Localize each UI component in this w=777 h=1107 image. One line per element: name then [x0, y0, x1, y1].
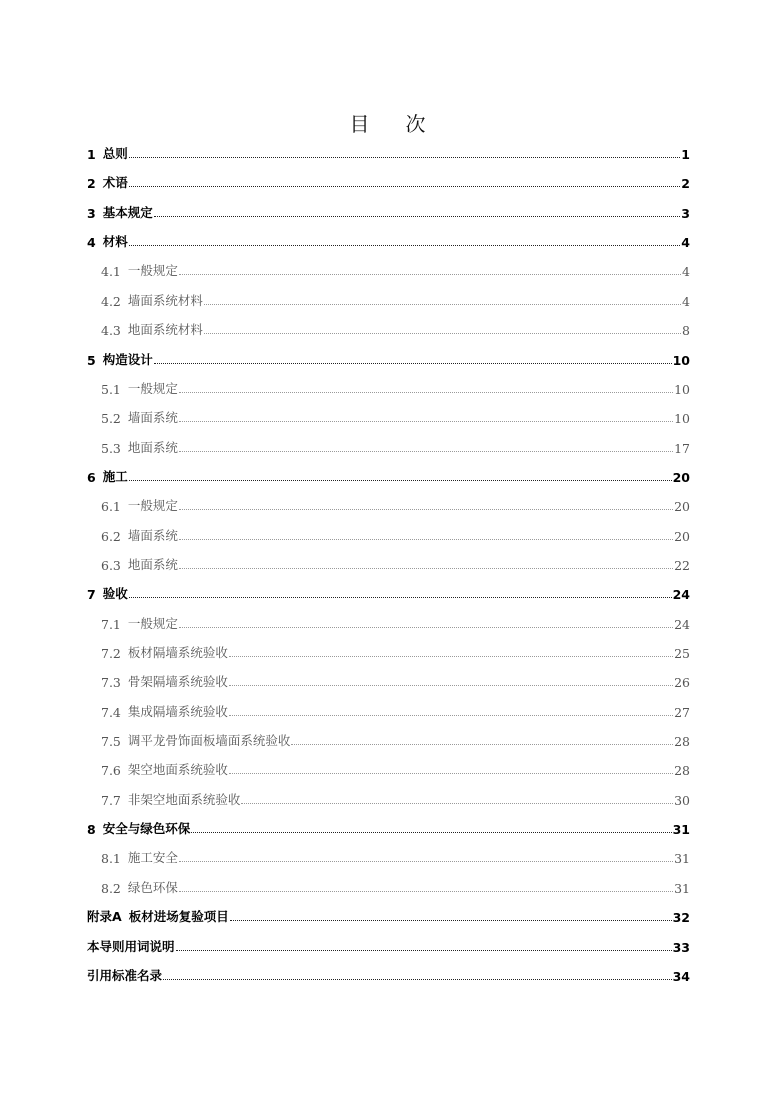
- toc-section-entry[interactable]: [101, 555, 690, 573]
- toc-chapter-entry[interactable]: [87, 937, 690, 955]
- toc-section-entry[interactable]: [101, 379, 690, 397]
- toc-page-number: 22: [674, 557, 690, 573]
- toc-entry-title: 绿色环保: [127, 879, 178, 895]
- toc-entry-number: 1: [87, 147, 96, 162]
- toc-entry-title: 一般规定: [127, 380, 178, 396]
- toc-entry-title: 墙面系统: [127, 410, 178, 426]
- toc-entry-title: 构造设计: [102, 351, 153, 367]
- toc-entry-title: 墙面系统材料: [127, 292, 203, 308]
- toc-entry-number: 7.6: [101, 763, 121, 779]
- toc-section-entry[interactable]: [101, 261, 690, 279]
- toc-section-entry[interactable]: [101, 672, 690, 690]
- toc-dot-leader: [179, 539, 673, 540]
- toc-page-number: 4: [681, 235, 690, 251]
- toc-entry-title: 验收: [102, 586, 128, 602]
- toc-section-entry[interactable]: [101, 291, 690, 309]
- toc-dot-leader: [179, 568, 673, 569]
- toc-entry-title: 地面系统: [127, 556, 178, 572]
- toc-page-number: 25: [674, 646, 690, 661]
- toc-page-number: 28: [674, 763, 690, 779]
- toc-chapter-entry[interactable]: [87, 966, 690, 984]
- toc-page-number: 24: [672, 587, 690, 603]
- toc-section-entry[interactable]: [101, 848, 690, 866]
- toc-entry-number: 5.1: [101, 381, 121, 397]
- toc-entry-number: 6.3: [101, 557, 121, 573]
- toc-page-number: 10: [674, 381, 690, 397]
- toc-dot-leader: [179, 451, 673, 452]
- toc-page-number: 20: [674, 499, 690, 515]
- toc-page-number: 4: [682, 264, 690, 280]
- toc-dot-leader: [129, 245, 681, 246]
- toc-section-entry[interactable]: [101, 731, 690, 749]
- toc-page-number: 30: [674, 792, 690, 808]
- toc-entry-title: 非架空地面系统验收: [127, 791, 241, 807]
- toc-entry-number: 7.7: [101, 792, 121, 808]
- toc-entry-number: 2: [87, 176, 96, 192]
- toc-chapter-entry[interactable]: [87, 584, 690, 602]
- toc-section-entry[interactable]: [101, 878, 690, 896]
- toc-entry-title: 板材隔墙系统验收: [127, 645, 228, 660]
- toc-dot-leader: [241, 803, 673, 804]
- toc-dot-leader: [179, 627, 673, 628]
- toc-dot-leader: [229, 773, 673, 774]
- toc-dot-leader: [176, 950, 672, 951]
- toc-page-number: 4: [682, 293, 690, 309]
- toc-entry-title: 总则: [102, 146, 128, 161]
- toc-dot-leader: [204, 333, 681, 334]
- toc-dot-leader: [179, 509, 673, 510]
- toc-entry-title: 一般规定: [127, 615, 178, 631]
- toc-entry-title: 施工安全: [127, 850, 178, 866]
- toc-entry-number: 7.4: [101, 704, 121, 720]
- toc-entry-number: 4.3: [101, 323, 121, 339]
- toc-dot-leader: [229, 685, 673, 686]
- toc-section-entry[interactable]: [101, 643, 690, 661]
- toc-entry-title: 骨架隔墙系统验收: [127, 674, 228, 690]
- toc-chapter-entry[interactable]: [87, 907, 690, 925]
- toc-entry-number: 8: [87, 822, 96, 838]
- toc-entry-number: 7: [87, 587, 96, 603]
- toc-section-entry[interactable]: [101, 790, 690, 808]
- toc-dot-leader: [179, 392, 673, 393]
- toc-dot-leader: [229, 715, 673, 716]
- toc-title-right: 次: [405, 112, 428, 136]
- toc-chapter-entry[interactable]: [87, 819, 690, 837]
- toc-chapter-entry[interactable]: [87, 467, 690, 485]
- toc-entry-title: 板材进场复验项目: [128, 909, 229, 925]
- toc-entry-title: 材料: [102, 234, 128, 250]
- toc-dot-leader: [230, 920, 672, 921]
- toc-section-entry[interactable]: [101, 496, 690, 514]
- toc-section-entry[interactable]: [101, 438, 690, 456]
- toc-page-number: 27: [674, 704, 690, 720]
- toc-section-entry[interactable]: [101, 614, 690, 632]
- toc-entry-number: 4.2: [101, 293, 121, 309]
- toc-page-number: 31: [674, 851, 690, 867]
- toc-page-number: 20: [674, 528, 690, 544]
- toc-page-number: 8: [682, 323, 690, 339]
- toc-entry-title: 地面系统: [127, 439, 178, 455]
- toc-dot-leader: [129, 157, 681, 158]
- toc-page-number: 33: [672, 939, 690, 955]
- toc-page-number: 32: [672, 910, 690, 926]
- toc-entry-title: 一般规定: [127, 263, 178, 279]
- toc-chapter-entry[interactable]: [87, 350, 690, 368]
- toc-entry-title: 基本规定: [102, 204, 153, 220]
- toc-chapter-entry[interactable]: [87, 144, 690, 162]
- toc-entry-title: 术语: [102, 175, 128, 191]
- toc-entry-title: 集成隔墙系统验收: [127, 703, 228, 719]
- toc-entry-title: 引用标准名录: [87, 967, 163, 983]
- toc-dot-leader: [129, 480, 672, 481]
- toc-title-left: 目: [349, 112, 372, 136]
- toc-entry-title: 调平龙骨饰面板墙面系统验收: [127, 733, 291, 748]
- toc-entry-number: 6.1: [101, 499, 121, 515]
- toc-page-number: 26: [674, 675, 690, 691]
- toc-entry-number: 3: [87, 205, 96, 221]
- toc-page-number: 28: [674, 734, 690, 749]
- toc-entry-number: 7.3: [101, 675, 121, 691]
- toc-entry-number: 7.5: [101, 734, 121, 749]
- toc-page-number: 31: [672, 822, 690, 838]
- toc-entry-title: 本导则用词说明: [87, 938, 175, 954]
- toc-section-entry[interactable]: [101, 760, 690, 778]
- toc-page-number: 17: [674, 440, 690, 456]
- toc-entry-number: 4: [87, 235, 96, 251]
- toc-chapter-entry[interactable]: [87, 173, 690, 191]
- toc-entry-number: 8.1: [101, 851, 121, 867]
- toc-entry-number: 4.1: [101, 264, 121, 280]
- toc-dot-leader: [129, 186, 681, 187]
- toc-entry-title: 一般规定: [127, 498, 178, 514]
- toc-dot-leader: [179, 861, 673, 862]
- toc-entry-title: 施工: [102, 468, 128, 484]
- toc-dot-leader: [179, 421, 673, 422]
- toc-dot-leader: [154, 216, 681, 217]
- toc-entry-number: 7.1: [101, 616, 121, 632]
- toc-page-number: 1: [681, 147, 690, 162]
- toc-dot-leader: [179, 891, 673, 892]
- toc-dot-leader: [163, 979, 672, 980]
- toc-entry-number: 附录A: [87, 909, 122, 925]
- toc-section-entry[interactable]: [101, 320, 690, 338]
- toc-dot-leader: [204, 304, 681, 305]
- toc-dot-leader: [229, 656, 673, 657]
- toc-page-number: 2: [681, 176, 690, 192]
- toc-entry-number: 5.2: [101, 411, 121, 427]
- toc-dot-leader: [179, 274, 681, 275]
- toc-page-number: 20: [672, 469, 690, 485]
- toc-chapter-entry[interactable]: [87, 203, 690, 221]
- toc-page-number: 31: [674, 880, 690, 896]
- toc-dot-leader: [129, 597, 672, 598]
- toc-entry-title: 安全与绿色环保: [102, 821, 191, 837]
- toc-entry-number: 7.2: [101, 646, 121, 661]
- toc-dot-leader: [191, 832, 671, 833]
- toc-page-number: 10: [674, 411, 690, 427]
- toc-dot-leader: [154, 363, 672, 364]
- toc-section-entry[interactable]: [101, 702, 690, 720]
- toc-entry-number: 6: [87, 469, 96, 485]
- toc-entry-number: 5: [87, 352, 96, 368]
- toc-entry-title: 地面系统材料: [127, 322, 203, 338]
- toc-dot-leader: [291, 744, 673, 745]
- toc-page-number: 24: [674, 616, 690, 632]
- toc-page-number: 34: [672, 968, 690, 984]
- toc-entry-title: 架空地面系统验收: [127, 762, 228, 778]
- toc-entry-number: 5.3: [101, 440, 121, 456]
- toc-section-entry[interactable]: [101, 408, 690, 426]
- toc-section-entry[interactable]: [101, 526, 690, 544]
- toc-entry-number: 6.2: [101, 528, 121, 544]
- toc-chapter-entry[interactable]: [87, 232, 690, 250]
- toc-entry-title: 墙面系统: [127, 527, 178, 543]
- toc-entry-number: 8.2: [101, 880, 121, 896]
- toc-page-number: 3: [681, 205, 690, 221]
- toc-page-number: 10: [672, 352, 690, 368]
